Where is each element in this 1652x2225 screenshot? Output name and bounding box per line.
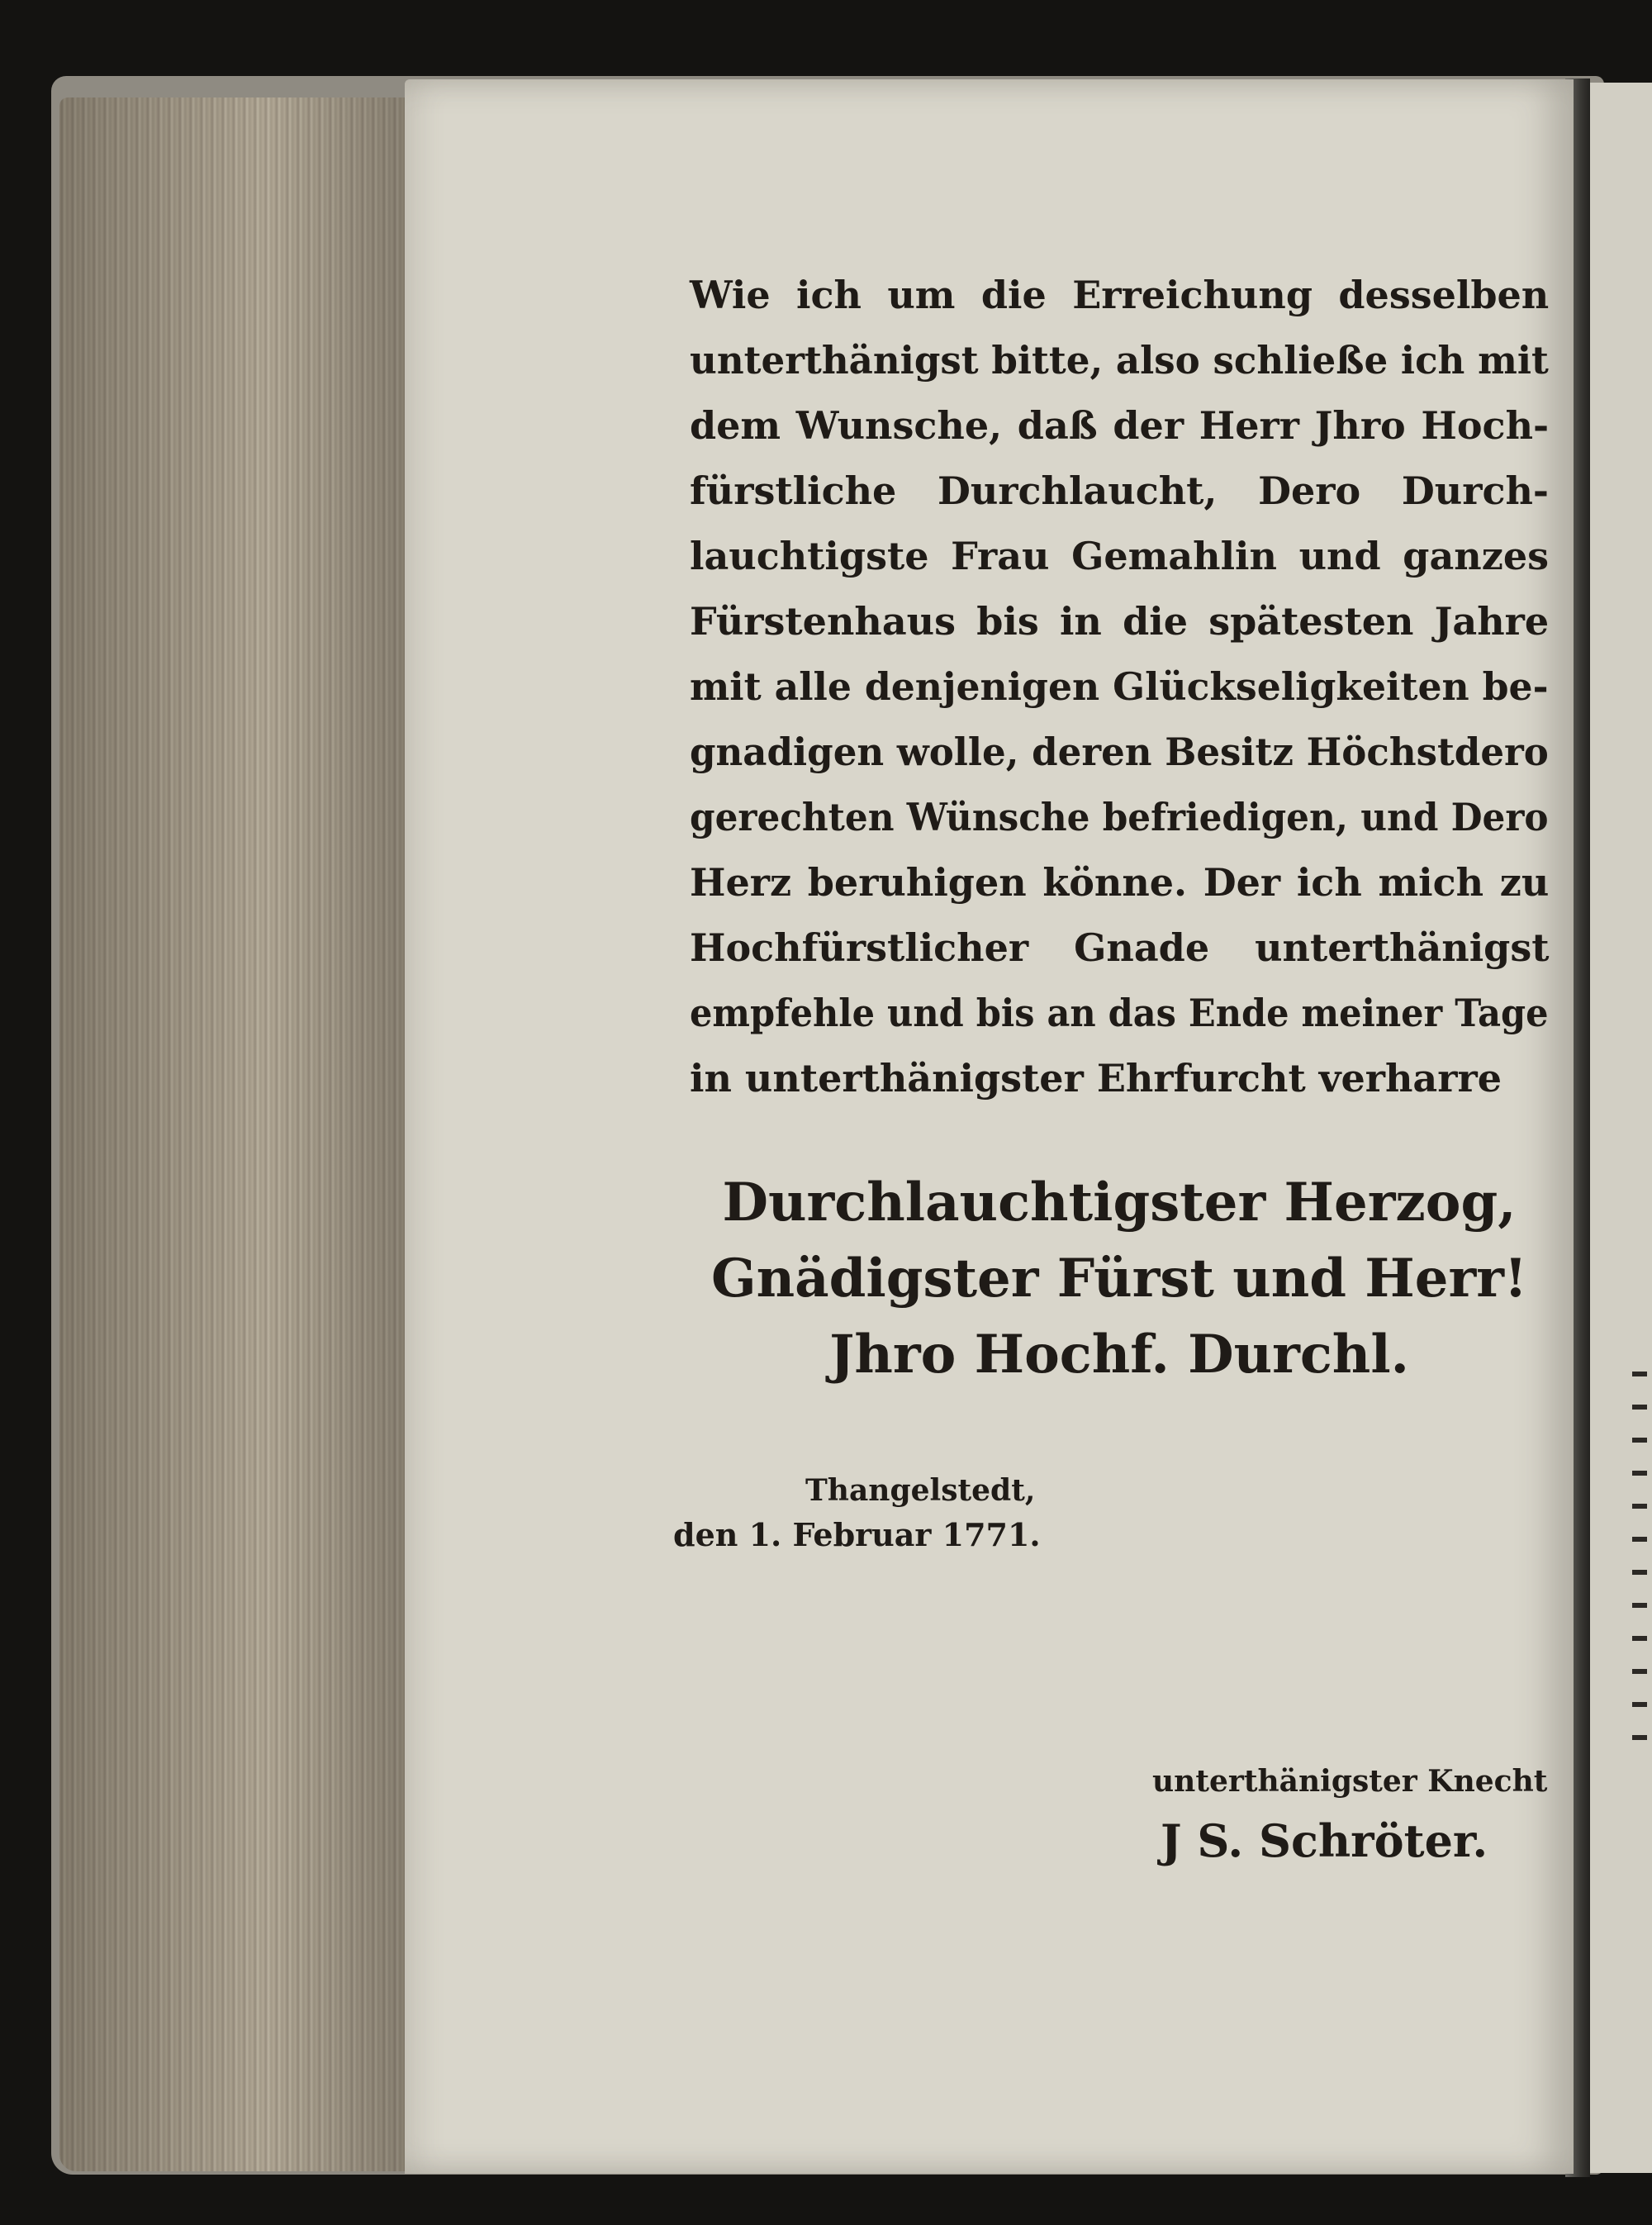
body-line: lauchtigste Frau Gemahlin und ganzes — [690, 534, 1549, 578]
salutation — [690, 1165, 1549, 1393]
signature: J S. Schröter. — [1161, 1814, 1488, 1867]
body-line: Hochfürstlicher Gnade unterthänigst — [690, 925, 1550, 970]
body-line: in unterthänigster Ehrfurcht verharre — [690, 1056, 1502, 1101]
body-line: mit alle denjenigen Glückseligkeiten be- — [690, 664, 1549, 709]
fore-edge-shadow — [59, 97, 406, 2171]
body-line: Fürstenhaus bis in die spätesten Jahre — [690, 599, 1550, 644]
body-line: fürstliche Durchlaucht, Dero Durch- — [690, 468, 1549, 513]
body-line: Herz beruhigen könne. Der ich mich zu — [690, 860, 1550, 905]
salutation-line: Gnädigster Fürst und Herr! — [710, 1248, 1528, 1310]
facing-page-edge — [1590, 83, 1652, 2173]
body-paragraph — [690, 263, 1549, 1111]
place-name: Thangelstedt, — [805, 1473, 1036, 1508]
facing-page-bleed-marks — [1632, 1372, 1647, 1768]
body-line: gerechten Wünsche befriedigen, und Dero — [690, 795, 1549, 839]
body-line: unterthänigst bitte, also schließe ich mit — [690, 338, 1549, 383]
body-line: dem Wunsche, daß der Herr Jhro Hoch- — [690, 403, 1550, 448]
date-line: den 1. Februar 1771. — [673, 1516, 1041, 1553]
salutation-line: Jhro Hochf. Durchl. — [829, 1324, 1409, 1386]
closing-role: unterthänigster Knecht — [1152, 1764, 1548, 1799]
body-line: empfehle und bis an das Ende meiner Tage — [690, 991, 1549, 1035]
salutation-line: Durchlauchtigster Herzog, — [722, 1172, 1517, 1234]
body-line: gnadigen wolle, deren Besitz Höchstdero — [690, 730, 1549, 774]
body-line: Wie ich um die Erreichung desselben — [690, 273, 1550, 317]
page-text — [673, 263, 1550, 1867]
